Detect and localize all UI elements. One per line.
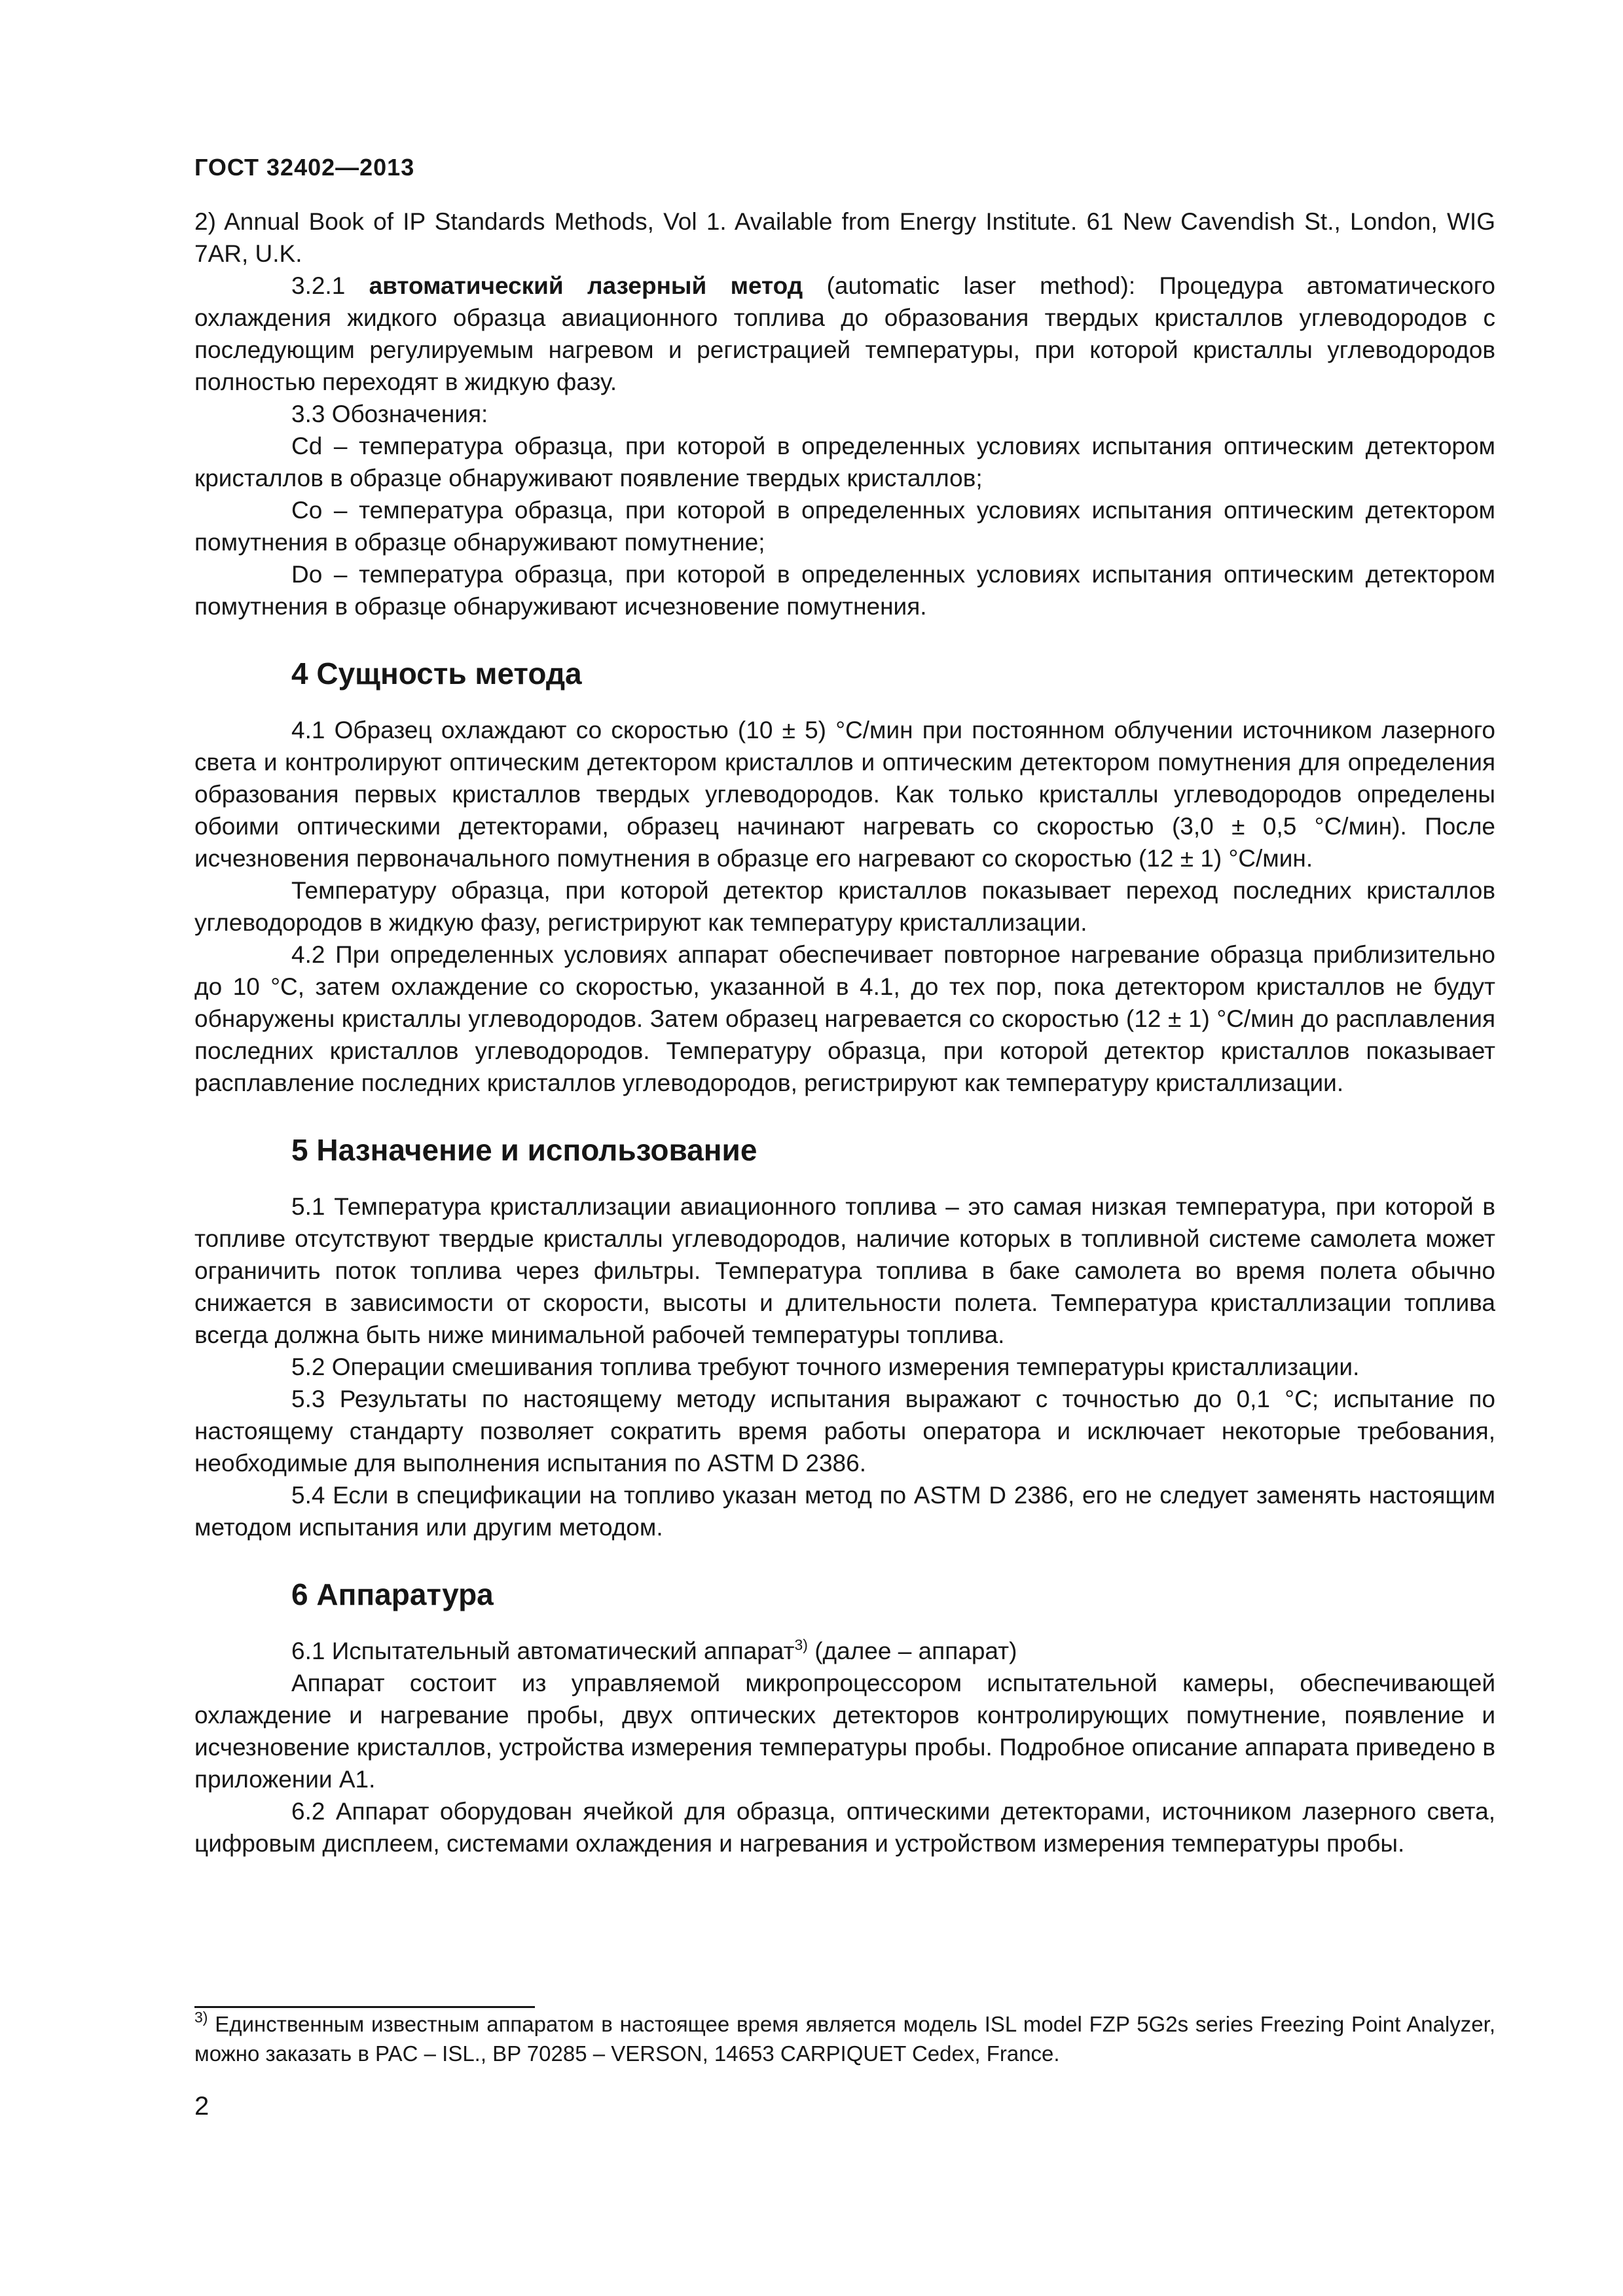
footnote-3 <box>194 2009 1495 2068</box>
clause-6-1-description: Аппарат состоит из управляемой микропроцессором испытательной камеры, обеспечивающей охлаждение и нагревание пробы, двух оптических детекторов контролирующих помутнение, появление и исчезновение кристаллов, устройства измерения температуры пробы. Подробное описание аппарата приведено в приложении А1. <box>194 1670 1495 1793</box>
section-6-heading: 6 Аппаратура <box>291 1577 494 1611</box>
clause-3-2-1 <box>194 270 1495 398</box>
clause-4-1: 4.1 Образец охлаждают со скоростью (10 ± 5) °С/мин при постоянном облучении источником лазерного света и контролируют оптическим детектором кристаллов и оптическим детектором помутнения для определения образования первых кристаллов твердых углеводородов. Как только кристаллы углеводородов определены обоими оптическими детекторами, образец начинают нагревать со скоростью (3,0 ± 0,5 °С/мин). После исчезновения первоначального помутнения в образце его нагревают со скоростью (12 ± 1) °С/мин. <box>194 717 1495 872</box>
symbol-co: Co – температура образца, при которой в определенных условиях испытания оптическим детектором помутнения в образце обнаруживают помутнение; <box>194 497 1495 556</box>
clause-6-1 <box>194 1635 1495 1667</box>
footnote-ref-3: 3) <box>794 1636 808 1653</box>
clause-4-1-continued: Температуру образца, при которой детектор кристаллов показывает переход последних кристаллов углеводородов в жидкую фазу, регистрируют как температуру кристаллизации. <box>194 877 1495 936</box>
clause-5-1: 5.1 Температура кристаллизации авиационного топлива – это самая низкая температура, при которой в топливе отсутствуют твердые кристаллы углеводородов, наличие которых в топливной системе самолета может ограничить поток топлива через фильтры. Температура топлива в баке самолета во время полета обычно снижается в зависимости от скорости, высоты и длительности полета. Температура кристаллизации топлива всегда должна быть ниже минимальной рабочей температуры топлива. <box>194 1193 1495 1348</box>
clause-3-3-title: 3.3 Обозначения: <box>291 401 488 427</box>
footnote-text: Единственным известным аппаратом в настоящее время является модель ISL model FZP 5G2s series Freezing Point Analyzer, можно заказать в PAC – ISL., BP 70285 – VERSON, 14653 CARPIQUET Cedex, France. <box>194 2012 1495 2066</box>
footnote-divider <box>194 2006 535 2008</box>
page-number: 2 <box>194 2092 210 2121</box>
reference-2: 2) Annual Book of IP Standards Methods, Vol 1. Available from Energy Institute. 61 New Cavendish St., London, WIG 7AR, U.K. <box>194 208 1495 267</box>
page-body <box>194 152 1495 1859</box>
clause-3-2-1-definition: (automatic laser method): Процедура автоматического охлаждения жидкого образца авиационного топлива до образования твердых кристаллов углеводородов с последующим регулируемым нагревом и регистрацией температуры, при которой кристаллы углеводородов полностью переходят в жидкую фазу. <box>194 272 1495 395</box>
clause-6-1-text: 6.1 Испытательный автоматический аппарат <box>291 1638 795 1664</box>
section-5-heading: 5 Назначение и использование <box>291 1133 757 1167</box>
symbol-cd: Cd – температура образца, при которой в определенных условиях испытания оптическим детектором кристаллов в образце обнаруживают появление твердых кристаллов; <box>194 433 1495 492</box>
footnote-marker: 3) <box>194 2009 208 2026</box>
clause-3-2-1-number: 3.2.1 <box>291 272 369 299</box>
clause-5-4: 5.4 Если в спецификации на топливо указан метод по ASTM D 2386, его не следует заменять настоящим методом испытания или другим методом. <box>194 1482 1495 1541</box>
section-4-heading: 4 Сущность метода <box>291 656 582 691</box>
standard-header: ГОСТ 32402—2013 <box>194 154 415 181</box>
clause-4-2: 4.2 При определенных условиях аппарат обеспечивает повторное нагревание образца приблизительно до 10 °С, затем охлаждение со скоростью, указанной в 4.1, до тех пор, пока детектором кристаллов не будут обнаружены кристаллы углеводородов. Затем образец нагревается со скоростью (12 ± 1) °С/мин до расплавления последних кристаллов углеводородов. Температуру образца, при которой детектор кристаллов показывает расплавление последних кристаллов углеводородов, регистрируют как температуру кристаллизации. <box>194 941 1495 1096</box>
clause-6-2: 6.2 Аппарат оборудован ячейкой для образца, оптическими детекторами, источником лазерного света, цифровым дисплеем, системами охлаждения и нагревания и устройством измерения температуры пробы. <box>194 1798 1495 1857</box>
clause-6-1-tail: (далее – аппарат) <box>807 1638 1017 1664</box>
clause-5-2: 5.2 Операции смешивания топлива требуют точного измерения температуры кристаллизации. <box>291 1354 1360 1380</box>
symbol-do: Do – температура образца, при которой в определенных условиях испытания оптическим детектором помутнения в образце обнаруживают исчезновение помутнения. <box>194 561 1495 620</box>
footnote-block <box>194 2009 1495 2068</box>
clause-3-2-1-term: автоматический лазерный метод <box>369 272 803 299</box>
clause-5-3: 5.3 Результаты по настоящему методу испытания выражают с точностью до 0,1 °С; испытание по настоящему стандарту позволяет сократить время работы оператора и исключает некоторые требования, необходимые для выполнения испытания по ASTM D 2386. <box>194 1386 1495 1477</box>
